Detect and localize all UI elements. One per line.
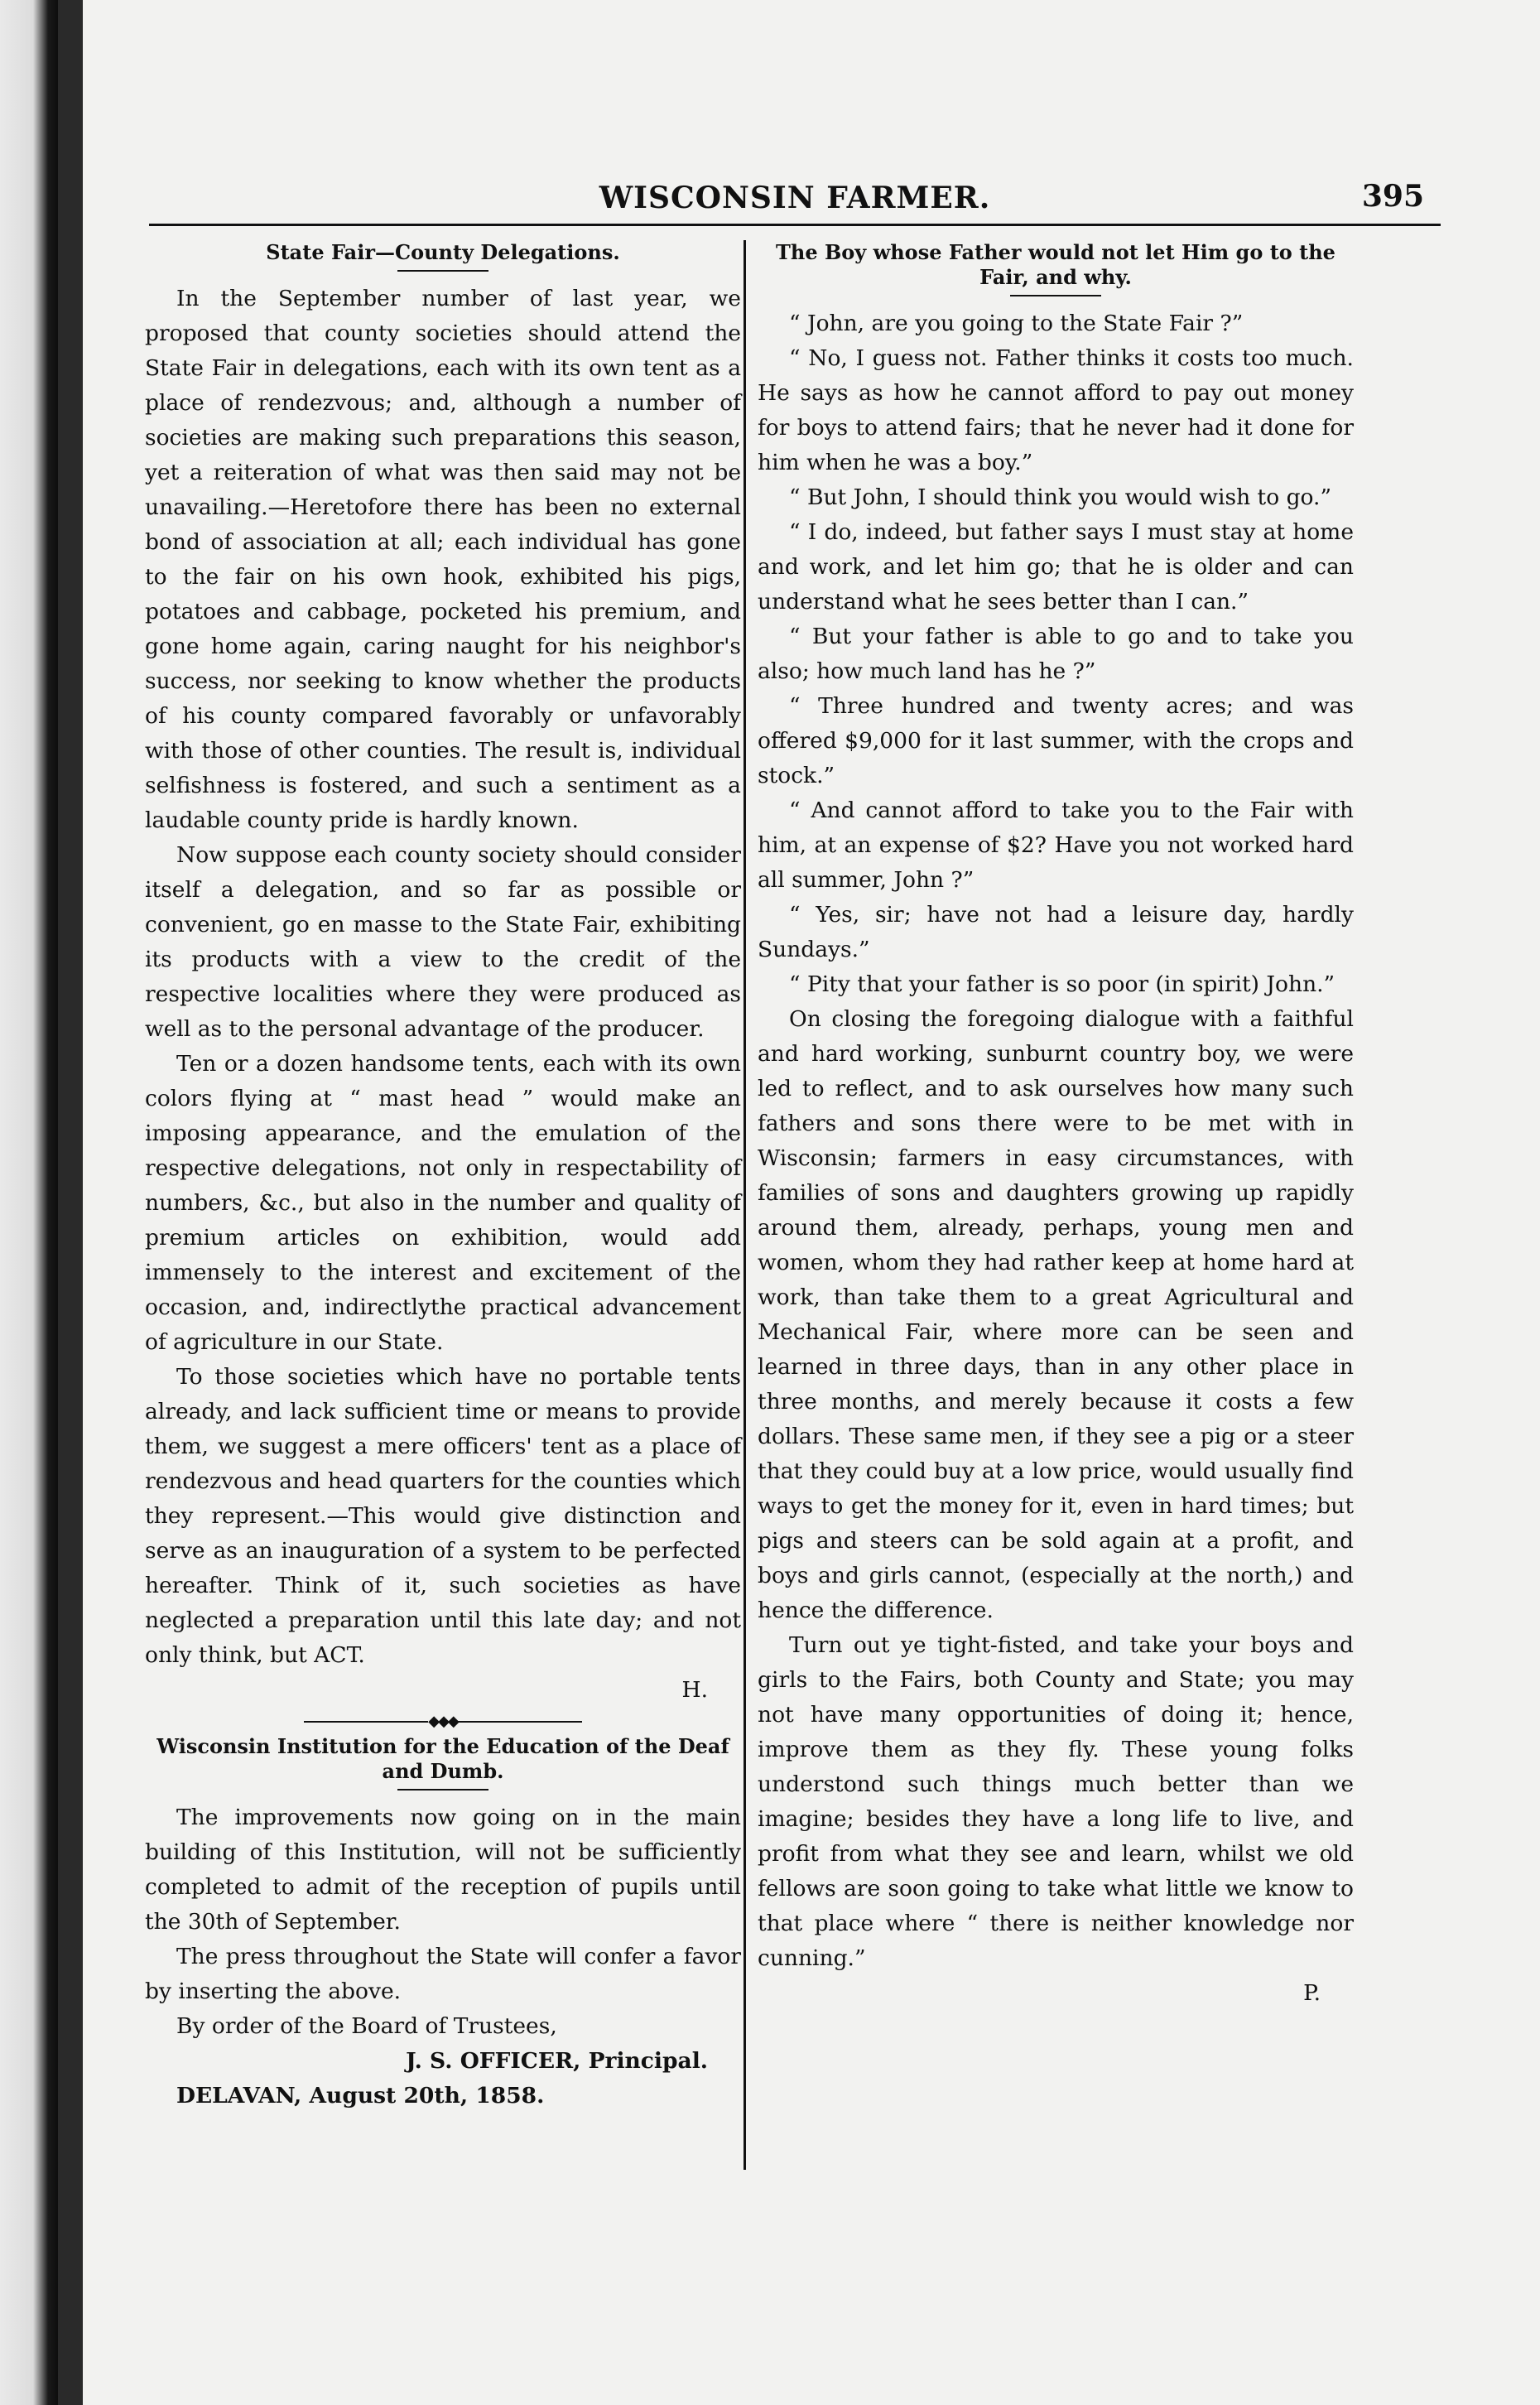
page-number: 395	[1361, 179, 1424, 214]
paragraph: On closing the foregoing dialogue with a faithful and hard working, sunburnt country boy, we were led to reflect, and to ask ourselves how many such fathers and sons there were to be met with in Wisconsin; farmers in easy circumstances, with families of sons and daughters growing up rapidly around them, already, perhaps, young men and women, whom they had rather keep at home hard at work, than take them to a great Agricultural and Mechanical Fair, where more can be seen and learned in three days, than in any other place in three months, and merely because it costs a few dollars. These same men, if they see a pig or a steer that they could buy at a low price, would usually find ways to get the money for it, even in hard times; but pigs and steers can be sold again at a profit, and boys and girls cannot, (especially at the north,) and hence the difference.	[758, 1006, 1354, 1623]
running-header	[149, 174, 1441, 226]
paragraph: To those societies which have no portable tents already, and lack sufficient time or means to provide them, we suggest a mere officers' tent as a place of rendezvous and head quarters for the counties which they represent.—This would give distinction and serve as an inauguration of a system to be perfected hereafter. Think of it, such societies as have neglected a preparation until this late day; and not only think, but ACT.	[145, 1364, 741, 1668]
title-rule	[397, 270, 488, 272]
dialogue-line: “ No, I guess not. Father thinks it costs too much. He says as how he cannot afford to pay out money for boys to attend fairs; that he never had it done for him when he was a boy.”	[758, 345, 1354, 475]
place-date: DELAVAN, August 20th, 1858.	[176, 2083, 545, 2109]
dialogue-line: “ John, are you going to the State Fair ?”	[789, 311, 1244, 336]
order-line: By order of the Board of Trustees,	[176, 2013, 557, 2039]
dialogue-line: “ But your father is able to go and to take you also; how much land has he ?”	[758, 624, 1354, 684]
journal-title: WISCONSIN FARMER.	[599, 181, 991, 215]
dialogue-line: “ Pity that your father is so poor (in spirit) John.”	[789, 971, 1335, 997]
dialogue-line: “ I do, indeed, but father says I must stay at home and work, and let him go; that he is older and can understand what he sees better than I can.”	[758, 519, 1354, 615]
left-column	[145, 240, 741, 2113]
page	[83, 0, 1540, 2405]
article-title: State Fair—County Delegations.	[266, 240, 620, 264]
paragraph: Now suppose each county society should consider itself a delegation, and so far as possible or convenient, go en masse to the State Fair, exhibiting its products with a view to the credit of the respective localities where they were produced as well as to the personal advantage of the producer.	[145, 842, 741, 1042]
paragraph: The improvements now going on in the main building of this Institution, will not be sufficiently completed to admit of the reception of pupils until the 30th of September.	[145, 1805, 741, 1935]
book-spine	[0, 0, 58, 2405]
signature: H.	[681, 1677, 708, 1703]
title-rule	[1010, 295, 1101, 296]
article-title: Wisconsin Institution for the Education of the Deaf and Dumb.	[156, 1734, 729, 1783]
paragraph: In the September number of last year, we proposed that county societies should attend the State Fair in delegations, each with its own tent as a place of rendezvous; and, although a number of societies are making such preparations this season, yet a reiteration of what was then said may not be unavailing.—Heretofore there has been no external bond of association at all; each individual has gone to the fair on his own hook, exhibited his pigs, potatoes and cabbage, pocketed his premium, and gone home again, caring naught for his neighbor's success, nor seeking to know whether the products of his county compared favorably or unfavorably with those of other counties. The result is, individual selfishness is fostered, and such a sentiment as a laudable county pride is hardly known.	[145, 286, 741, 833]
signature: P.	[1303, 1980, 1321, 2006]
dialogue-line: “ But John, I should think you would wish to go.”	[789, 484, 1332, 510]
right-column	[758, 240, 1354, 2011]
section-ornament: ◆◆◆	[145, 1713, 741, 1731]
paragraph: Ten or a dozen handsome tents, each with its own colors flying at “ mast head ” would make an imposing appearance, and the emulation of the respective delegations, not only in respectability of numbers, &c., but also in the number and quality of premium articles on exhibition, would add immensely to the interest and excitement of the occasion, and, indirectlythe practical advancement of agriculture in our State.	[145, 1051, 741, 1355]
paragraph: The press throughout the State will confer a favor by inserting the above.	[145, 1944, 741, 2004]
article-title: The Boy whose Father would not let Him go to the Fair, and why.	[776, 240, 1335, 289]
principal-signature: J. S. OFFICER, Principal.	[406, 2048, 708, 2074]
dialogue-line: “ Yes, sir; have not had a leisure day, hardly Sundays.”	[758, 902, 1354, 962]
dialogue-line: “ And cannot afford to take you to the Fair with him, at an expense of $2? Have you not worked hard all summer, John ?”	[758, 798, 1354, 893]
paragraph: Turn out ye tight-fisted, and take your boys and girls to the Fairs, both County and State; you may not have many opportunities of doing it; hence, improve them as they fly. These young folks understond such things much better than we imagine; besides they have a long life to live, and profit from what they see and learn, whilst we old fellows are soon going to take what little we know to that place where “ there is neither knowledge nor cunning.”	[758, 1632, 1354, 1971]
column-divider	[744, 240, 746, 2170]
title-rule	[397, 1789, 488, 1790]
dialogue-line: “ Three hundred and twenty acres; and was offered $9,000 for it last summer, with the crops and stock.”	[758, 693, 1354, 788]
